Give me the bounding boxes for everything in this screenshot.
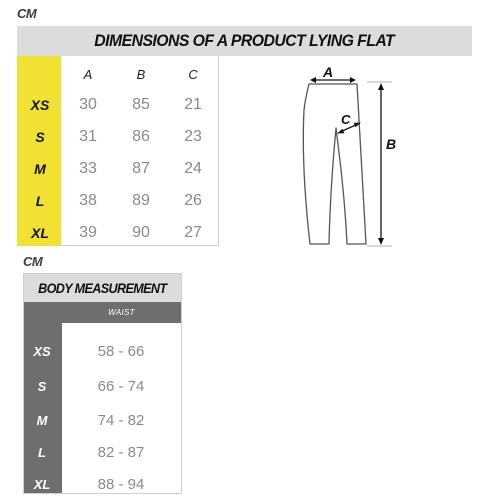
flat-dimensions-table: A B C 30 85 21 31 86 23 33 87 24 38 89 26 39 90 27 <box>17 56 219 246</box>
flat-dimensions-header <box>17 26 472 56</box>
dimension-label-c: C <box>341 112 351 127</box>
leggings-diagram <box>285 60 415 255</box>
dimension-arrow-b <box>367 82 392 246</box>
flat-dimensions-title: DIMENSIONS OF A PRODUCT LYING FLAT <box>94 31 395 50</box>
leggings-outline <box>303 84 366 244</box>
waist-column-header <box>62 302 181 323</box>
body-unit-label: CM <box>23 254 43 269</box>
body-measurement-header <box>24 274 181 302</box>
body-measurement-table: BODY MEASUREMENT WAIST 58 - 66 66 - 74 74 - 82 82 - 87 88 - 94 <box>23 273 182 494</box>
size-column-highlight <box>17 56 61 246</box>
size-column-dark <box>24 302 62 493</box>
dimension-label-b: B <box>386 136 397 152</box>
body-measurement-title: BODY MEASUREMENT <box>38 280 167 296</box>
waist-header-label: WAIST <box>108 308 135 317</box>
dimension-label-a: A <box>323 64 334 80</box>
flat-unit-label: CM <box>17 6 37 21</box>
